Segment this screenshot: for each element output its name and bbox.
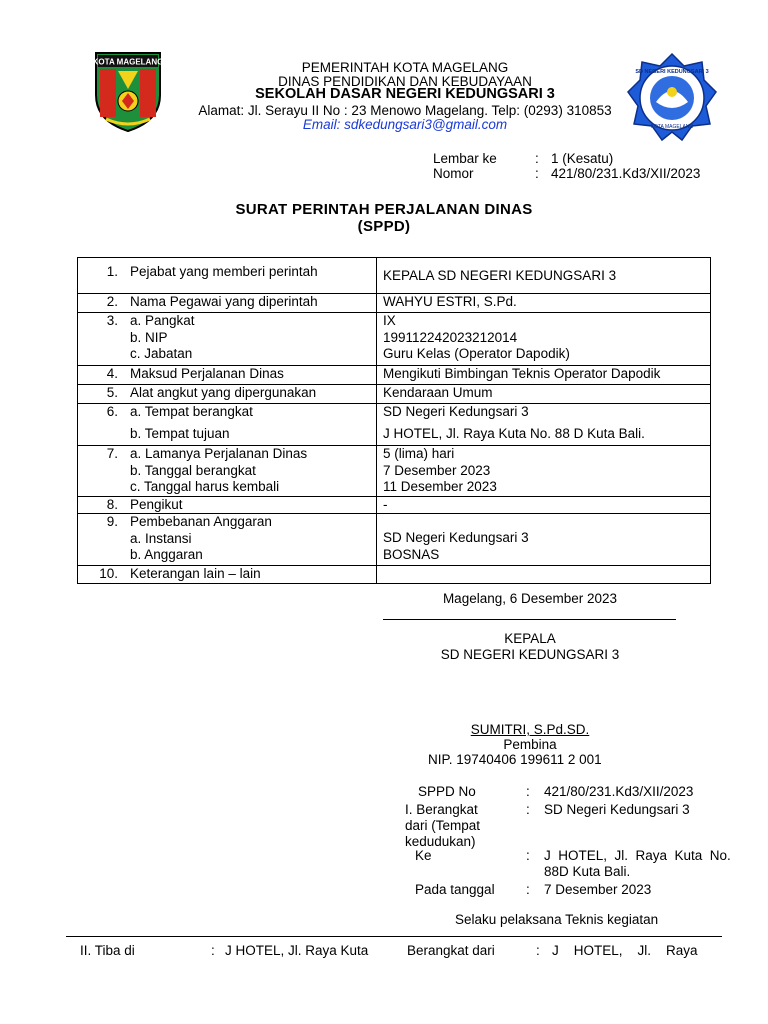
- signature-divider: [383, 619, 676, 620]
- row-number: 10.: [78, 566, 125, 584]
- signature-role: KEPALA: [504, 631, 556, 646]
- berangkat-value: SD Negeri Kedungsari 3: [544, 802, 690, 817]
- row-label: [124, 514, 377, 566]
- row-number: 8.: [78, 496, 125, 514]
- row-number: 7.: [78, 446, 125, 497]
- lembar-value: 1 (Kesatu): [551, 151, 614, 166]
- ke-label: Ke: [415, 848, 432, 863]
- row-value: Kendaraan Umum: [377, 385, 711, 404]
- berangkat-sep: :: [526, 802, 530, 817]
- ke-value-2: 88D Kuta Bali.: [544, 864, 631, 879]
- table-row: [78, 514, 711, 566]
- footer-divider: [66, 936, 722, 937]
- sppd-no-label: SPPD No: [418, 784, 476, 799]
- row-sublabel: b. NIP: [130, 329, 168, 345]
- row-sublabel: a. Pangkat: [130, 313, 195, 328]
- row-sublabel: c. Tanggal harus kembali: [130, 479, 280, 494]
- table-row: [78, 313, 711, 366]
- sppd-no-value: 421/80/231.Kd3/XII/2023: [544, 784, 694, 799]
- sd-kedungsari-logo: [626, 52, 718, 144]
- row-subvalue: 11 Desember 2023: [383, 479, 497, 494]
- document-subtitle: (SPPD): [357, 218, 411, 235]
- kota-magelang-logo: [92, 49, 164, 133]
- row-number: 3.: [78, 313, 125, 366]
- lembar-sep: :: [535, 151, 539, 166]
- sppd-table: [77, 257, 711, 584]
- table-row: [78, 566, 711, 584]
- nomor-value: 421/80/231.Kd3/XII/2023: [551, 166, 701, 181]
- row-value: [377, 404, 711, 446]
- kop-address: Alamat: Jl. Serayu II No : 23 Menowo Magelang. Telp: (0293) 310853: [198, 103, 612, 118]
- table-row: [78, 496, 711, 514]
- row-subvalue: IX: [383, 313, 396, 328]
- row-value: KEPALA SD NEGERI KEDUNGSARI 3: [377, 258, 711, 294]
- footer-berangkat-value: J HOTEL, Jl. Raya: [552, 943, 698, 958]
- document-title: SURAT PERINTAH PERJALANAN DINAS: [235, 201, 533, 218]
- row-label: Alat angkut yang dipergunakan: [130, 385, 317, 400]
- lembar-label: Lembar ke: [433, 151, 497, 166]
- row-number: 5.: [78, 385, 125, 404]
- row-sublabel: b. Tempat tujuan: [130, 426, 230, 441]
- berangkat-label-2: dari (Tempat: [405, 818, 481, 833]
- ke-sep: :: [526, 848, 530, 863]
- table-row: [78, 258, 711, 294]
- pada-tanggal-value: 7 Desember 2023: [544, 882, 652, 897]
- row-sublabel: a. Lamanya Perjalanan Dinas: [130, 446, 308, 461]
- row-subvalue: BOSNAS: [383, 546, 440, 562]
- row-sublabel: a. Tempat berangkat: [130, 404, 253, 419]
- row-value: [377, 566, 711, 584]
- row-label: Maksud Perjalanan Dinas: [130, 366, 284, 381]
- row-label: Nama Pegawai yang diperintah: [130, 294, 318, 309]
- tiba-value: J HOTEL, Jl. Raya Kuta: [225, 943, 369, 958]
- signature-name: SUMITRI, S.Pd.SD.: [470, 722, 590, 737]
- kop-school-name: SEKOLAH DASAR NEGERI KEDUNGSARI 3: [255, 86, 555, 102]
- row-value: WAHYU ESTRI, S.Pd.: [377, 294, 711, 313]
- row-number: 9.: [78, 514, 125, 566]
- row-label: Keterangan lain – lain: [130, 566, 261, 581]
- row-sublabel: c. Jabatan: [130, 346, 193, 361]
- table-row: [78, 385, 711, 404]
- row-value: [377, 313, 711, 366]
- signature-place-date: Magelang, 6 Desember 2023: [442, 591, 618, 606]
- row-number: 6.: [78, 404, 125, 446]
- row-value: Mengikuti Bimbingan Teknis Operator Dapodik: [377, 366, 711, 385]
- row-value: [377, 514, 711, 566]
- row-value: [377, 446, 711, 497]
- row-label: [124, 313, 377, 366]
- row-subvalue: 199112242023212014: [383, 329, 518, 345]
- row-label: Pejabat yang memberi perintah: [130, 264, 318, 279]
- row-value: -: [377, 496, 711, 514]
- tiba-sep: :: [211, 943, 215, 958]
- table-row: [78, 446, 711, 497]
- row-subvalue: J HOTEL, Jl. Raya Kuta No. 88 D Kuta Bali.: [383, 426, 645, 441]
- nomor-sep: :: [535, 166, 539, 181]
- row-sublabel: b. Tanggal berangkat: [130, 462, 256, 478]
- kop-government: PEMERINTAH KOTA MAGELANG: [301, 60, 509, 75]
- row-number: 4.: [78, 366, 125, 385]
- row-subvalue: SD Negeri Kedungsari 3: [383, 404, 529, 419]
- logo-right-caption: SD NEGERI KEDUNGSARI 3: [635, 69, 709, 75]
- logo-left-caption: KOTA MAGELANG: [92, 57, 164, 67]
- row-number: 1.: [78, 258, 125, 294]
- kop-department: DINAS PENDIDIKAN DAN KEBUDAYAAN: [278, 74, 532, 89]
- kop-email[interactable]: Email: sdkedungsari3@gmail.com: [302, 117, 508, 132]
- table-row: [78, 294, 711, 313]
- row-subvalue: 5 (lima) hari: [383, 446, 455, 461]
- footer-berangkat-label: Berangkat dari: [407, 943, 495, 958]
- row-sublabel: Pembebanan Anggaran: [130, 514, 272, 529]
- table-row: [78, 404, 711, 446]
- logo-right-subcaption: KOTA MAGELANG: [650, 124, 694, 130]
- signature-nip: NIP. 19740406 199611 2 001: [428, 752, 602, 767]
- table-row: [78, 366, 711, 385]
- pada-tanggal-label: Pada tanggal: [415, 882, 495, 897]
- row-subvalue: Guru Kelas (Operator Dapodik): [383, 346, 570, 361]
- row-number: 2.: [78, 294, 125, 313]
- row-label: Pengikut: [130, 496, 183, 512]
- pelaksana-note: Selaku pelaksana Teknis kegiatan: [455, 912, 659, 927]
- tiba-label: II. Tiba di: [80, 943, 135, 958]
- sppd-no-sep: :: [526, 784, 530, 799]
- berangkat-label-3: kedudukan): [405, 834, 476, 849]
- row-sublabel: b. Anggaran: [130, 547, 203, 562]
- row-label: [124, 446, 377, 497]
- footer-berangkat-sep: :: [536, 943, 540, 958]
- berangkat-label: I. Berangkat: [405, 802, 478, 817]
- ke-value: J HOTEL, Jl. Raya Kuta No.: [544, 848, 731, 863]
- signature-role-school: SD NEGERI KEDUNGSARI 3: [440, 647, 620, 662]
- row-sublabel: a. Instansi: [130, 530, 192, 546]
- row-subvalue: 7 Desember 2023: [383, 462, 491, 478]
- pada-tanggal-sep: :: [526, 882, 530, 897]
- nomor-label: Nomor: [433, 166, 474, 181]
- signature-rank: Pembina: [503, 737, 557, 752]
- row-subvalue: SD Negeri Kedungsari 3: [383, 530, 529, 545]
- row-label: [124, 404, 377, 446]
